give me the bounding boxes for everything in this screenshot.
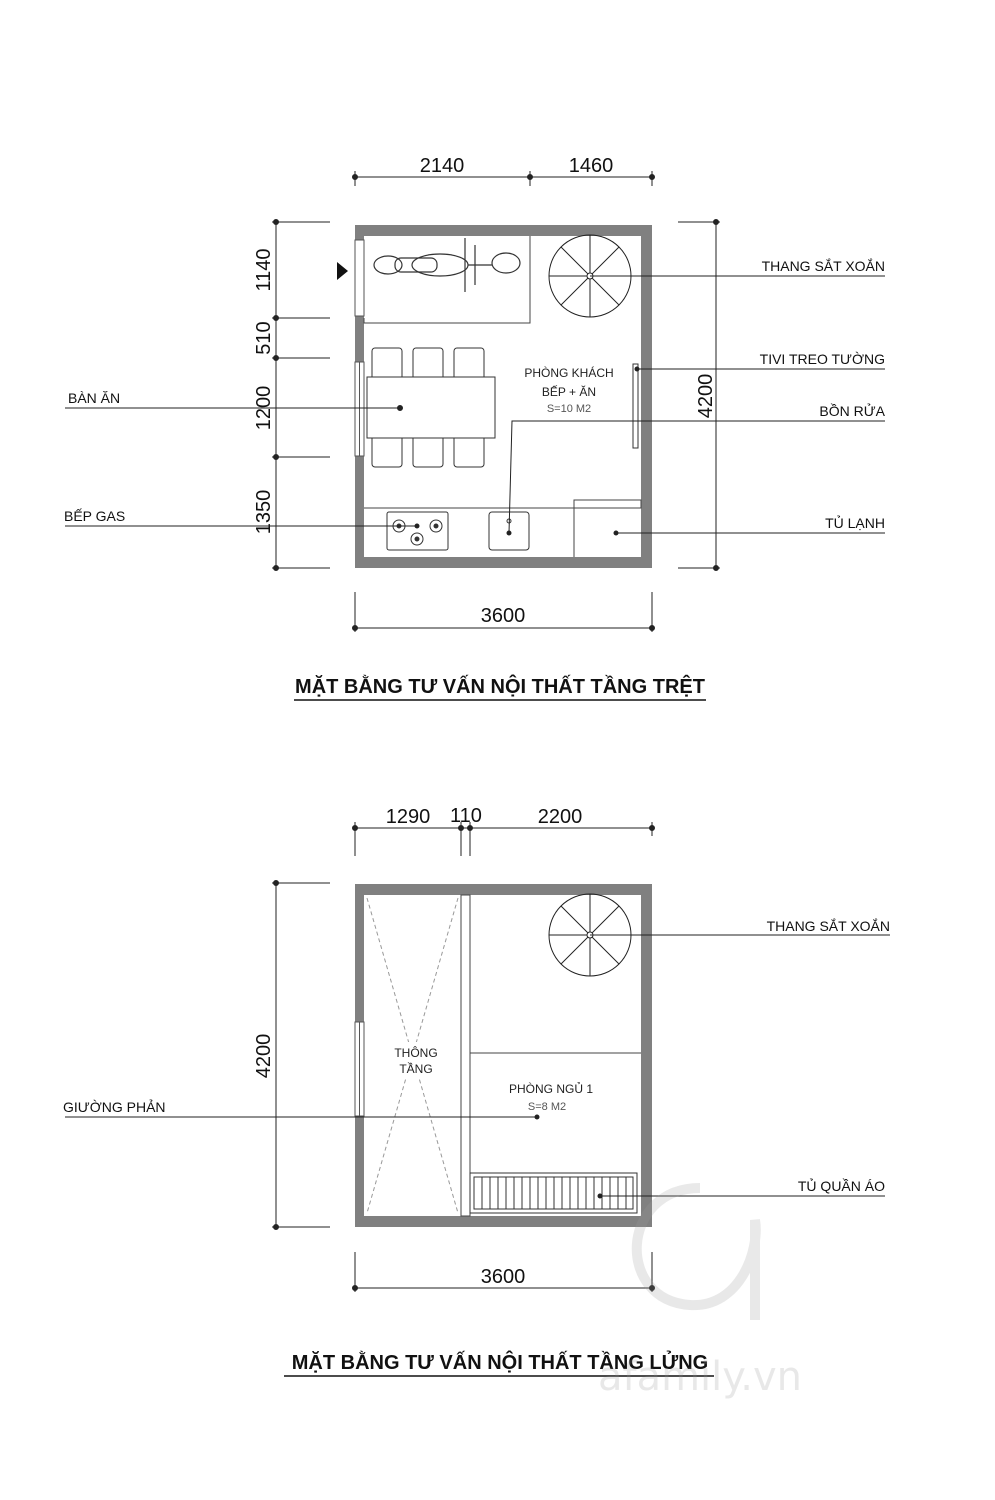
ground-floor-plan [64, 155, 886, 700]
ground-left-dimensions [272, 220, 330, 571]
label-fridge: TỦ LẠNH [825, 515, 885, 531]
watermark-text: afamily.vn [597, 1354, 803, 1400]
mezzanine-plan [63, 805, 890, 1376]
mezz-leader-lines [65, 935, 890, 1198]
ground-dim-left-1: 1140 [253, 248, 275, 292]
mezz-dim-left: 4200 [253, 1033, 275, 1079]
mezz-left-dimension [272, 881, 330, 1230]
mezz-room-name: PHÒNG NGỦ 1 [508, 1082, 594, 1096]
mezz-partition [461, 895, 470, 1216]
ground-room-sub: BẾP + ĂN [541, 385, 597, 399]
label-stairs-ground: THANG SẮT XOẮN [761, 258, 885, 274]
mezz-room-area: S=8 M2 [527, 1101, 567, 1113]
ground-plan-title: MẶT BẰNG TƯ VẤN NỘI THẤT TẦNG TRỆT [295, 676, 705, 698]
mezz-plan-title: MẶT BẰNG TƯ VẤN NỘI THẤT TẦNG LỬNG [291, 1352, 709, 1374]
fridge-top [574, 500, 641, 508]
mezz-dim-top-3: 2200 [537, 806, 583, 828]
label-wall-tv: TIVI TREO TƯỜNG [759, 351, 885, 367]
wardrobe-icon [470, 1173, 637, 1213]
ground-dim-left-2: 510 [253, 321, 275, 355]
ground-dim-left-4: 1350 [253, 489, 275, 535]
motorbike-icon [374, 238, 520, 292]
label-platform-bed: GIƯỜNG PHẢN [63, 1099, 166, 1115]
label-dining-table: BÀN ĂN [68, 390, 121, 406]
ground-dim-left-3: 1200 [253, 385, 275, 431]
ground-room-area: S=10 M2 [546, 403, 592, 415]
ground-dim-top-1: 2140 [419, 155, 465, 177]
label-gas-stove: BẾP GAS [64, 508, 126, 524]
label-sink: BỒN RỬA [819, 403, 885, 419]
label-stairs-mezz: THANG SẮT XOẮN [766, 918, 890, 934]
mezz-dim-bottom: 3600 [480, 1266, 526, 1288]
motorbike-bay [364, 236, 530, 323]
ground-dim-top-2: 1460 [568, 155, 614, 177]
wall-tv [633, 364, 638, 448]
mezz-dim-top-2: 110 [450, 805, 482, 827]
label-wardrobe: TỦ QUẦN ÁO [797, 1178, 885, 1194]
mezz-dim-top-1: 1290 [385, 806, 431, 828]
void-label-line2: TẦNG [399, 1062, 433, 1076]
entrance-arrow-icon [337, 262, 348, 280]
void-label-line1: THÔNG [394, 1046, 438, 1060]
ground-dim-right: 4200 [695, 373, 717, 419]
gas-stove-icon [387, 512, 448, 550]
ground-door-opening [355, 240, 364, 316]
ground-dim-bottom: 3600 [480, 605, 526, 627]
ground-room-name: PHÒNG KHÁCH [524, 366, 614, 380]
